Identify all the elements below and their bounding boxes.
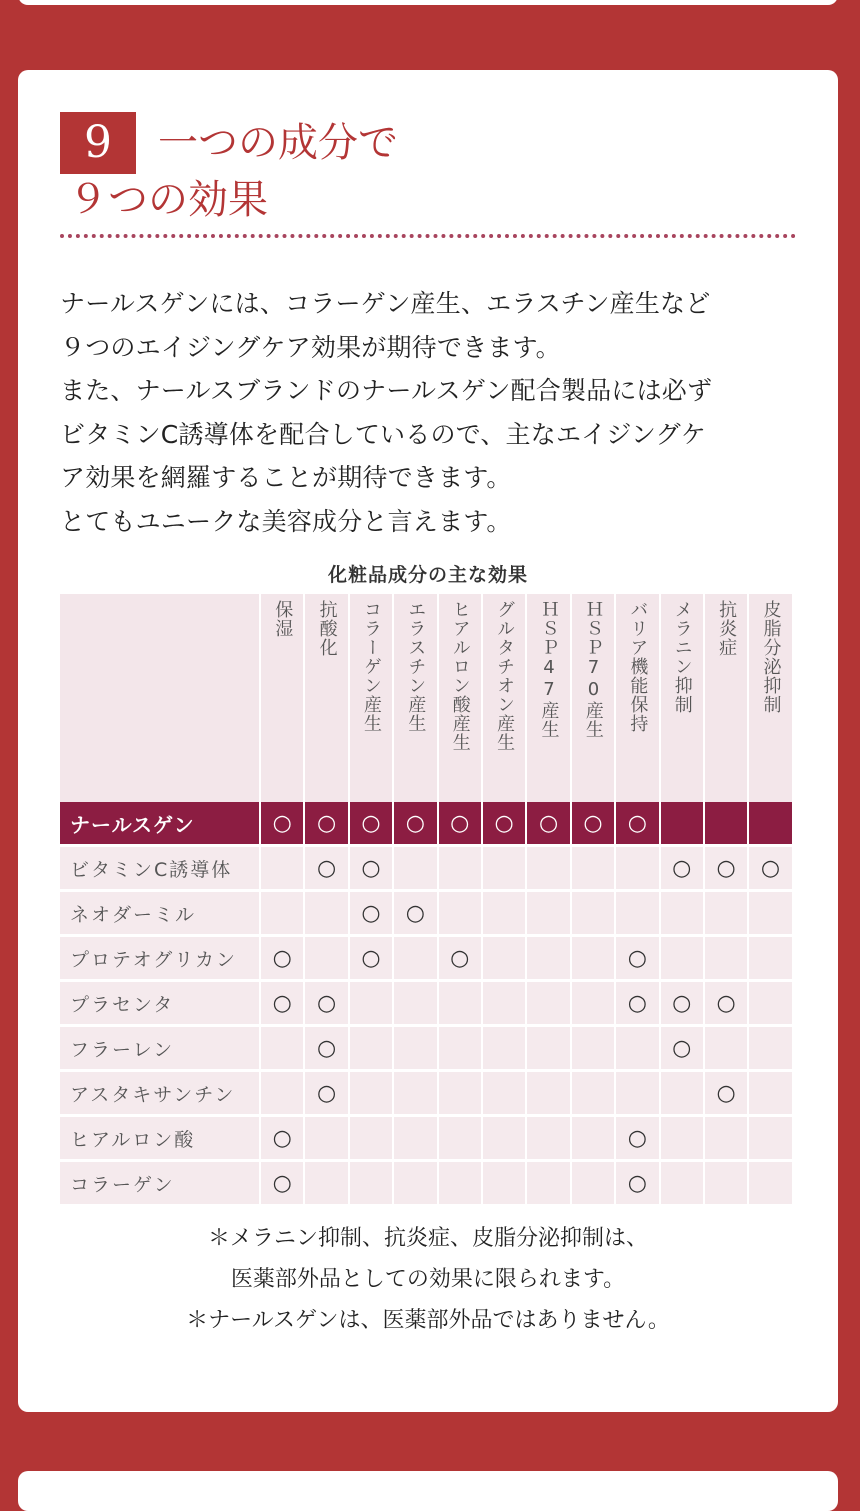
column-header-label: 抗酸化: [316, 600, 338, 657]
empty-cell: [482, 891, 526, 936]
empty-cell: [704, 936, 748, 981]
empty-cell: [393, 981, 437, 1026]
table-row: [60, 1026, 793, 1071]
empty-cell: [571, 846, 615, 891]
column-header-label: 抗炎症: [716, 600, 738, 657]
effect-mark: ○: [438, 802, 482, 846]
empty-cell: [748, 1026, 792, 1071]
empty-cell: [748, 1116, 792, 1161]
table-title: 化粧品成分の主な効果: [327, 564, 528, 586]
empty-cell: [393, 1161, 437, 1205]
column-header: [571, 594, 615, 802]
table-row: [60, 846, 793, 891]
empty-cell: [393, 936, 437, 981]
empty-cell: [349, 1161, 393, 1205]
empty-cell: [660, 1071, 704, 1116]
empty-cell: [260, 1026, 304, 1071]
body-line: ９つのエイジングケア効果が期待できます。: [60, 332, 561, 362]
empty-cell: [349, 1116, 393, 1161]
body-line: ア効果を網羅することが期待できます。: [60, 463, 512, 492]
effect-mark: ○: [349, 891, 393, 936]
column-header-label: ヒアルロン酸産生: [449, 600, 471, 752]
section-title-line2: ９つの効果: [68, 177, 268, 223]
empty-cell: [482, 1071, 526, 1116]
empty-cell: [748, 1071, 792, 1116]
empty-cell: [482, 846, 526, 891]
empty-cell: [526, 1161, 570, 1205]
effect-mark: ○: [260, 981, 304, 1026]
column-header-label: エラスチン産生: [405, 600, 427, 733]
empty-cell: [571, 1161, 615, 1205]
empty-cell: [526, 846, 570, 891]
effect-mark: ○: [660, 846, 704, 891]
column-header-label: グルタチオン産生: [494, 600, 516, 752]
empty-cell: [438, 846, 482, 891]
ingredient-effect-table: [60, 594, 794, 1204]
empty-cell: [571, 1116, 615, 1161]
empty-cell: [482, 1161, 526, 1205]
empty-cell: [615, 1026, 659, 1071]
table-row: [60, 1071, 793, 1116]
effect-mark: ○: [260, 1116, 304, 1161]
effect-mark: ○: [304, 1071, 348, 1116]
row-ingredient-name: ネオダーミル: [60, 891, 260, 936]
effect-mark: ○: [349, 802, 393, 846]
column-header-label: 皮脂分泌抑制: [760, 600, 782, 714]
footnote: 医薬部外品としての効果に限られます。: [230, 1267, 626, 1292]
empty-cell: [748, 802, 792, 846]
empty-cell: [438, 1116, 482, 1161]
column-header: [482, 594, 526, 802]
empty-cell: [438, 981, 482, 1026]
effect-mark: ○: [704, 1071, 748, 1116]
empty-cell: [393, 846, 437, 891]
empty-cell: [304, 1116, 348, 1161]
effect-mark: ○: [260, 1161, 304, 1205]
empty-cell: [304, 936, 348, 981]
column-header: [704, 594, 748, 802]
column-header-label: メラニン抑制: [671, 600, 693, 714]
empty-cell: [615, 891, 659, 936]
effect-mark: ○: [704, 981, 748, 1026]
column-header-label: ＨＳＰ70産生: [582, 600, 604, 739]
column-header: [349, 594, 393, 802]
row-ingredient-name: プロテオグリカン: [60, 936, 260, 981]
empty-cell: [660, 891, 704, 936]
empty-cell: [438, 1026, 482, 1071]
column-header-label: コラーゲン産生: [360, 600, 382, 733]
body-line: また、ナールスブランドのナールスゲン配合製品には必ず: [60, 376, 713, 405]
empty-cell: [571, 936, 615, 981]
column-header: [660, 594, 704, 802]
column-header: [748, 594, 792, 802]
effect-mark: ○: [571, 802, 615, 846]
column-header-label: 保湿: [272, 600, 294, 638]
next-card-edge: [18, 1471, 838, 1511]
empty-cell: [526, 1026, 570, 1071]
empty-cell: [704, 1026, 748, 1071]
empty-cell: [748, 891, 792, 936]
empty-cell: [571, 1071, 615, 1116]
empty-cell: [660, 1116, 704, 1161]
effect-mark: ○: [304, 846, 348, 891]
effect-mark: ○: [748, 846, 792, 891]
effect-mark: ○: [615, 802, 659, 846]
empty-cell: [526, 936, 570, 981]
empty-cell: [704, 891, 748, 936]
empty-cell: [615, 1071, 659, 1116]
effect-mark: ○: [393, 802, 437, 846]
effect-mark: ○: [304, 802, 348, 846]
effect-mark: ○: [304, 981, 348, 1026]
empty-cell: [704, 1116, 748, 1161]
column-header: [304, 594, 348, 802]
effect-mark: ○: [349, 846, 393, 891]
content-card: [18, 70, 838, 1412]
footnote: ＊メラニン抑制、抗炎症、皮脂分泌抑制は、: [207, 1226, 648, 1251]
empty-cell: [438, 891, 482, 936]
empty-cell: [438, 1071, 482, 1116]
effect-mark: ○: [349, 936, 393, 981]
section-title-line1: 一つの成分で: [158, 120, 398, 166]
effect-mark: ○: [526, 802, 570, 846]
column-header: [260, 594, 304, 802]
row-ingredient-name: プラセンタ: [60, 981, 260, 1026]
empty-cell: [526, 981, 570, 1026]
empty-cell: [482, 1116, 526, 1161]
empty-cell: [571, 981, 615, 1026]
effect-mark: ○: [660, 1026, 704, 1071]
empty-cell: [748, 1161, 792, 1205]
empty-cell: [349, 1026, 393, 1071]
previous-card-edge: [18, 0, 838, 5]
empty-cell: [526, 1116, 570, 1161]
body-line: ビタミンC誘導体を配合しているので、主なエイジングケ: [60, 419, 707, 449]
table-row: [60, 891, 793, 936]
empty-cell: [526, 891, 570, 936]
row-ingredient-name: コラーゲン: [60, 1161, 260, 1205]
footnotes: [60, 1218, 796, 1341]
empty-cell: [660, 936, 704, 981]
body-line: とてもユニークな美容成分と言えます。: [60, 506, 512, 536]
column-header: [615, 594, 659, 802]
row-ingredient-name: フラーレン: [60, 1026, 260, 1071]
column-header: [393, 594, 437, 802]
empty-cell: [260, 891, 304, 936]
empty-cell: [393, 1071, 437, 1116]
empty-cell: [748, 981, 792, 1026]
effect-mark: ○: [704, 846, 748, 891]
empty-cell: [304, 1161, 348, 1205]
empty-cell: [748, 936, 792, 981]
empty-cell: [704, 802, 748, 846]
column-header-label: ＨＳＰ47産生: [538, 600, 560, 739]
effect-mark: ○: [615, 1116, 659, 1161]
empty-cell: [571, 891, 615, 936]
effect-mark: ○: [260, 802, 304, 846]
footnote: ＊ナールスゲンは、医薬部外品ではありません。: [186, 1308, 670, 1333]
row-ingredient-name: ヒアルロン酸: [60, 1116, 260, 1161]
empty-cell: [438, 1161, 482, 1205]
row-ingredient-name: アスタキサンチン: [60, 1071, 260, 1116]
table-row: [60, 1161, 793, 1205]
empty-cell: [482, 981, 526, 1026]
empty-cell: [571, 1026, 615, 1071]
table-corner: [60, 594, 260, 802]
empty-cell: [482, 936, 526, 981]
table-row: [60, 1116, 793, 1161]
empty-cell: [393, 1116, 437, 1161]
empty-cell: [615, 846, 659, 891]
column-header-label: バリア機能保持: [627, 600, 649, 733]
section-heading: [60, 112, 800, 242]
table-row-highlighted: [60, 802, 793, 846]
empty-cell: [304, 891, 348, 936]
body-line: ナールスゲンには、コラーゲン産生、エラスチン産生など: [60, 289, 711, 318]
section-number-badge: 9: [60, 112, 136, 174]
effect-mark: ○: [615, 936, 659, 981]
effect-mark: ○: [438, 936, 482, 981]
empty-cell: [349, 981, 393, 1026]
column-header: [526, 594, 570, 802]
body-paragraph: [60, 282, 800, 543]
effect-mark: ○: [615, 981, 659, 1026]
empty-cell: [526, 1071, 570, 1116]
dotted-divider: [60, 234, 796, 238]
table-row: [60, 936, 793, 981]
empty-cell: [260, 846, 304, 891]
empty-cell: [482, 1026, 526, 1071]
row-ingredient-name: ナールスゲン: [60, 802, 260, 846]
empty-cell: [660, 802, 704, 846]
table-row: [60, 981, 793, 1026]
empty-cell: [704, 1161, 748, 1205]
row-ingredient-name: ビタミンC誘導体: [60, 846, 260, 891]
effect-mark: ○: [304, 1026, 348, 1071]
empty-cell: [393, 1026, 437, 1071]
empty-cell: [349, 1071, 393, 1116]
effect-mark: ○: [482, 802, 526, 846]
effect-mark: ○: [660, 981, 704, 1026]
empty-cell: [260, 1071, 304, 1116]
effect-mark: ○: [393, 891, 437, 936]
effect-mark: ○: [615, 1161, 659, 1205]
empty-cell: [660, 1161, 704, 1205]
column-header: [438, 594, 482, 802]
effect-mark: ○: [260, 936, 304, 981]
